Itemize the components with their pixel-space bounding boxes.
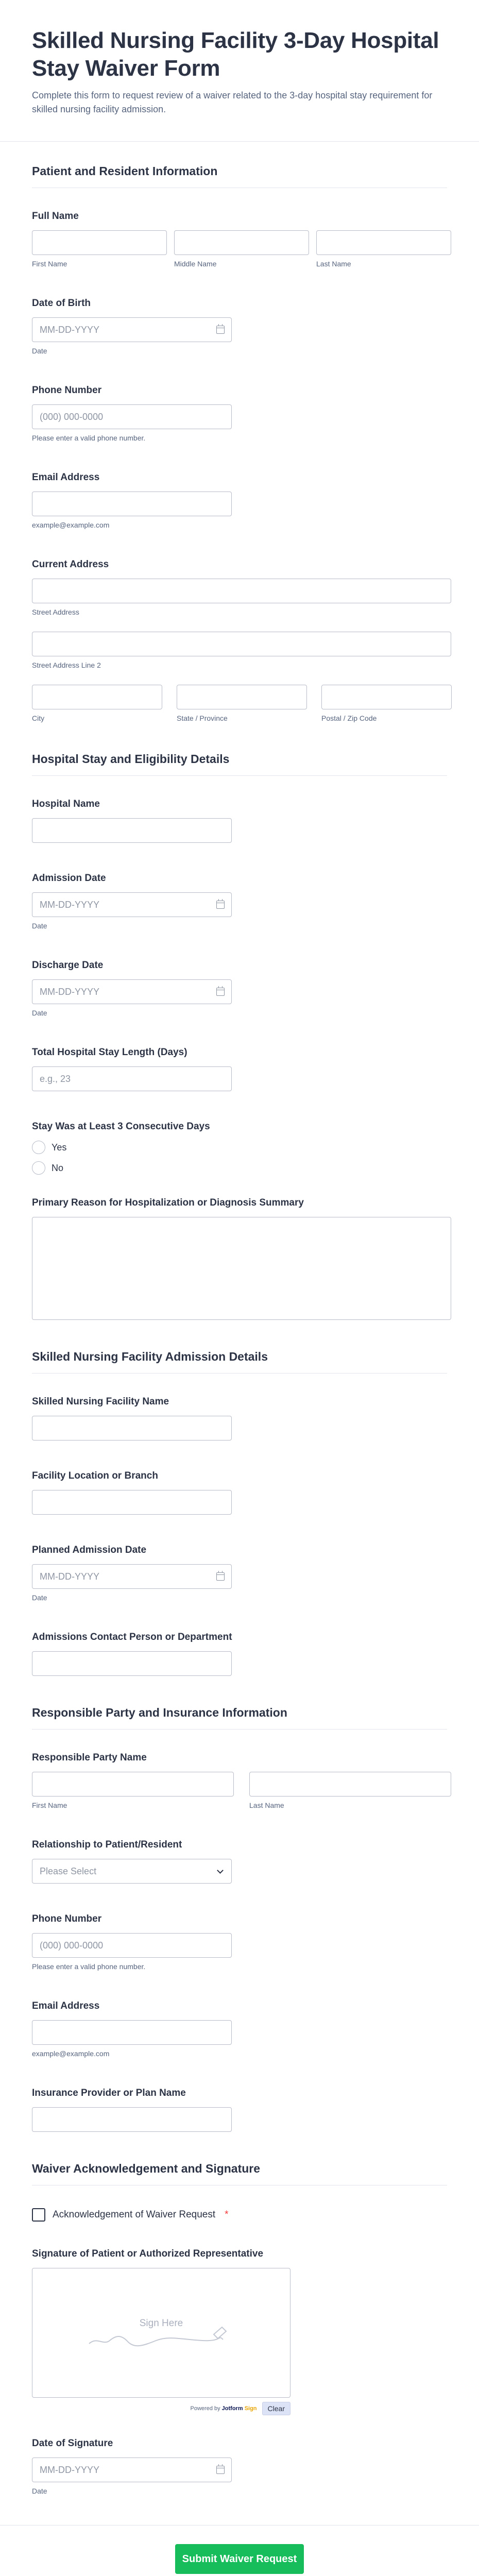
sign-here-text: Sign Here: [139, 2318, 183, 2329]
responsible-last-input[interactable]: [249, 1772, 451, 1797]
responsible-email-input[interactable]: [32, 2020, 232, 2045]
responsible-first-input[interactable]: [32, 1772, 234, 1797]
calendar-icon[interactable]: [216, 1572, 225, 1581]
signature-pad[interactable]: [32, 2268, 290, 2398]
patient-section: [0, 164, 479, 722]
field-label: Signature of Patient or Authorized Representative: [32, 2248, 264, 2259]
contact-field: [32, 1632, 447, 1676]
relationship-field: [32, 1839, 447, 1884]
calendar-icon[interactable]: [216, 988, 225, 996]
signature-field: [32, 2248, 447, 2415]
reason-field: [32, 1197, 447, 1320]
calendar-icon[interactable]: [216, 326, 225, 334]
responsible-phone-field: [32, 1913, 447, 1971]
middle-name-input[interactable]: [174, 230, 309, 255]
sublabel: Date: [32, 1594, 47, 1602]
signature-footer: [32, 2402, 290, 2415]
sublabel: Please enter a valid phone number.: [32, 1962, 146, 1971]
contact-input[interactable]: [32, 1651, 232, 1676]
field-label: Date of Birth: [32, 298, 91, 309]
responsible-email-field: [32, 2001, 447, 2058]
sublabel: Middle Name: [174, 260, 217, 268]
radio-label: Yes: [52, 1142, 67, 1153]
required-indicator: *: [225, 2209, 229, 2220]
dob-input[interactable]: [32, 317, 232, 342]
city-input[interactable]: [32, 685, 162, 709]
sublabel: Date: [32, 1009, 47, 1017]
phone-input[interactable]: [32, 404, 232, 429]
sublabel: Last Name: [249, 1801, 284, 1809]
acknowledgement-field: [32, 2208, 447, 2222]
street-input[interactable]: [32, 579, 451, 603]
hospital-section: [0, 752, 479, 1320]
field-label: Phone Number: [32, 385, 102, 396]
facility-location-field: [32, 1470, 447, 1515]
discharge-date-field: [32, 960, 447, 1017]
submit-button[interactable]: Submit Waiver Request: [175, 2544, 304, 2574]
field-label: Date of Signature: [32, 2438, 113, 2449]
submit-area: [0, 2525, 479, 2574]
section-heading: Responsible Party and Insurance Information: [32, 1706, 447, 1730]
brand-suffix: Sign: [244, 2405, 257, 2412]
insurance-field: [32, 2088, 447, 2132]
full-name-field: [32, 211, 447, 268]
first-name-input[interactable]: [32, 230, 167, 255]
field-label: Facility Location or Branch: [32, 1470, 158, 1481]
stay-length-input[interactable]: [32, 1066, 232, 1091]
sublabel: Postal / Zip Code: [321, 714, 377, 722]
calendar-icon[interactable]: [216, 901, 225, 909]
planned-date-input[interactable]: [32, 1564, 232, 1589]
sublabel: Street Address Line 2: [32, 661, 101, 669]
sublabel: Date: [32, 2487, 47, 2495]
section-heading: Waiver Acknowledgement and Signature: [32, 2162, 447, 2185]
section-heading: Hospital Stay and Eligibility Details: [32, 752, 447, 776]
field-label: Stay Was at Least 3 Consecutive Days: [32, 1121, 210, 1132]
field-label: Admissions Contact Person or Department: [32, 1632, 232, 1642]
signature-scribble-icon: [32, 2268, 291, 2398]
radio-label: No: [52, 1162, 64, 1173]
discharge-date-input[interactable]: [32, 979, 232, 1004]
admission-date-input[interactable]: [32, 892, 232, 917]
sublabel: First Name: [32, 260, 67, 268]
consecutive-days-field: [32, 1121, 447, 1175]
field-label: Total Hospital Stay Length (Days): [32, 1047, 187, 1058]
street2-input[interactable]: [32, 632, 451, 656]
facility-location-input[interactable]: [32, 1490, 232, 1515]
sublabel: example@example.com: [32, 2049, 110, 2058]
field-label: Insurance Provider or Plan Name: [32, 2088, 186, 2098]
stay-length-field: [32, 1047, 447, 1091]
form-header: [0, 0, 479, 142]
field-label: Hospital Name: [32, 799, 100, 809]
jotform-brand: [222, 2405, 257, 2412]
responsible-section: [0, 1706, 479, 2132]
sublabel: Date: [32, 347, 47, 355]
field-label: Phone Number: [32, 1913, 102, 1924]
radio-button[interactable]: [32, 1161, 45, 1175]
radio-option-no[interactable]: [32, 1161, 447, 1175]
zip-input[interactable]: [321, 685, 452, 709]
form-subtitle: Complete this form to request review of a waiver related to the 3-day hospital stay requirement for skilled nursing facility admission.: [32, 90, 433, 114]
responsible-name-field: [32, 1752, 447, 1809]
form-title: Skilled Nursing Facility 3-Day Hospital Stay Waiver Form: [32, 28, 439, 81]
section-heading: Patient and Resident Information: [32, 164, 447, 188]
hospital-name-input[interactable]: [32, 818, 232, 843]
field-label: Email Address: [32, 472, 100, 483]
field-label: Primary Reason for Hospitalization or Diagnosis Summary: [32, 1197, 304, 1208]
sublabel: City: [32, 714, 45, 722]
field-label: Discharge Date: [32, 960, 104, 971]
phone-field: [32, 385, 447, 442]
select-value[interactable]: Please Select: [32, 1859, 232, 1884]
facility-name-input[interactable]: [32, 1416, 232, 1440]
field-label: Full Name: [32, 211, 79, 222]
dob-field: [32, 298, 447, 355]
section-heading: Skilled Nursing Facility Admission Details: [32, 1350, 447, 1374]
acknowledgement-checkbox[interactable]: [32, 2208, 45, 2222]
facility-name-field: [32, 1396, 447, 1440]
hospital-name-field: [32, 799, 447, 843]
state-input[interactable]: [177, 685, 307, 709]
brand-name: Jotform: [221, 2405, 243, 2412]
insurance-input[interactable]: [32, 2107, 232, 2132]
relationship-select[interactable]: [32, 1859, 232, 1884]
radio-button[interactable]: [32, 1141, 45, 1154]
sublabel: First Name: [32, 1801, 67, 1809]
calendar-icon[interactable]: [216, 2466, 225, 2474]
field-label: Responsible Party Name: [32, 1752, 147, 1763]
email-input[interactable]: [32, 492, 232, 516]
admission-date-field: [32, 873, 447, 930]
field-label: Admission Date: [32, 873, 106, 884]
powered-by-text: [191, 2405, 257, 2412]
sublabel: Last Name: [316, 260, 351, 268]
powered-by-label: Powered by: [190, 2405, 220, 2412]
field-label: Current Address: [32, 559, 109, 570]
planned-date-field: [32, 1545, 447, 1602]
signature-date-input[interactable]: [32, 2458, 232, 2482]
reason-textarea[interactable]: [32, 1217, 451, 1320]
checkbox-label: Acknowledgement of Waiver Request: [53, 2209, 216, 2220]
sublabel: example@example.com: [32, 521, 110, 529]
sublabel: Date: [32, 922, 47, 930]
field-label: Skilled Nursing Facility Name: [32, 1396, 169, 1407]
last-name-input[interactable]: [316, 230, 451, 255]
acknowledgement-checkbox-row[interactable]: [32, 2208, 447, 2222]
radio-option-yes[interactable]: [32, 1141, 447, 1154]
sublabel: Please enter a valid phone number.: [32, 434, 146, 442]
sublabel: State / Province: [177, 714, 228, 722]
field-label: Planned Admission Date: [32, 1545, 147, 1555]
email-field: [32, 472, 447, 529]
address-field: [32, 559, 447, 722]
field-label: Email Address: [32, 2001, 100, 2011]
clear-signature-button[interactable]: Clear: [262, 2402, 290, 2415]
sublabel: Street Address: [32, 608, 79, 616]
field-label: Relationship to Patient/Resident: [32, 1839, 182, 1850]
snf-section: [0, 1350, 479, 1676]
signature-date-field: [32, 2438, 447, 2495]
waiver-section: [0, 2162, 479, 2495]
responsible-phone-input[interactable]: [32, 1933, 232, 1958]
